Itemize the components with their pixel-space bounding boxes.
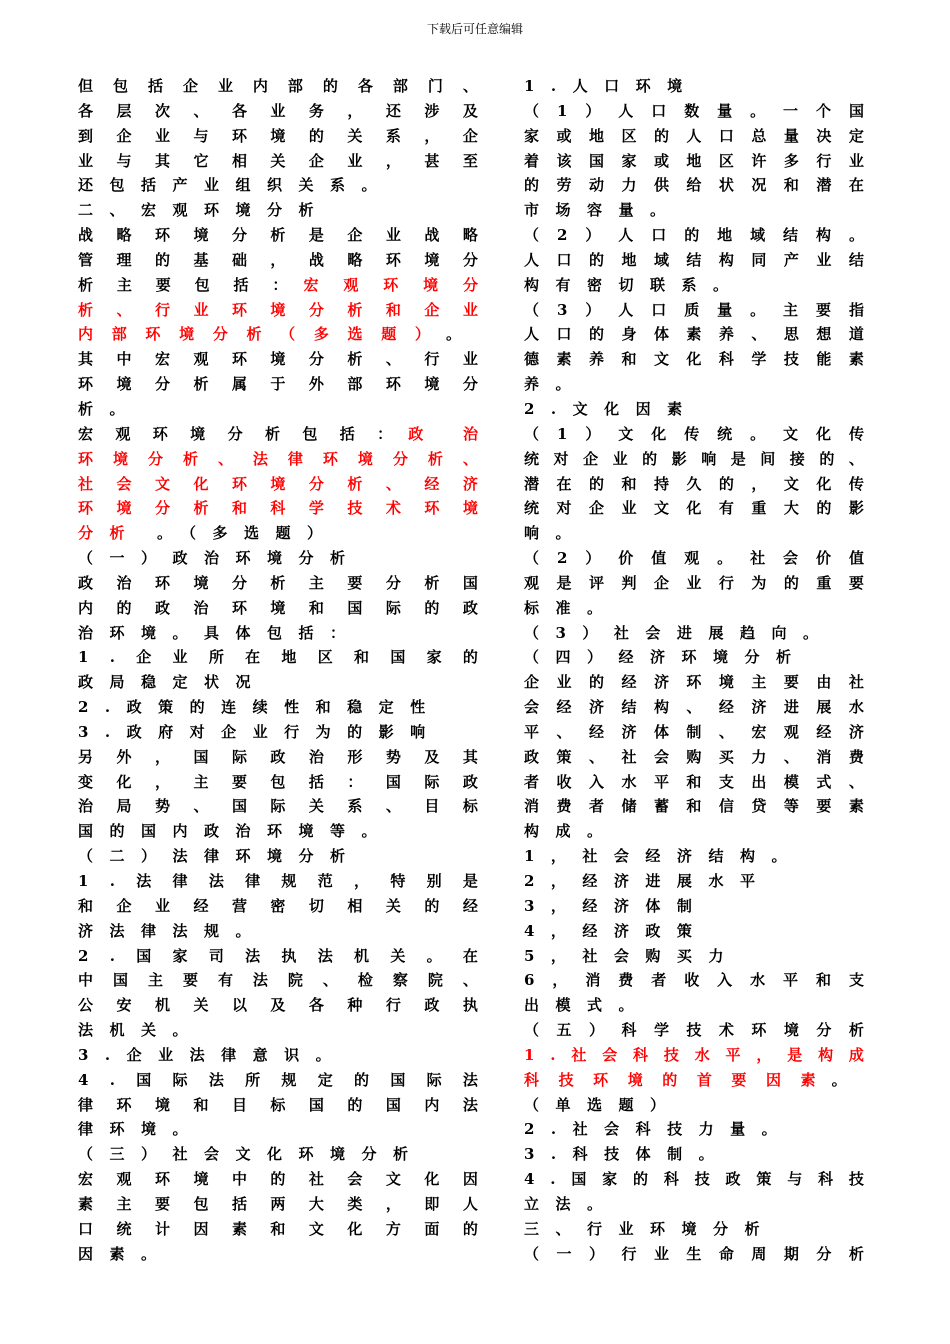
- text-line: [78, 422, 478, 447]
- text-segment: 养。: [524, 375, 588, 394]
- text-line: [78, 919, 478, 944]
- text-line: [524, 1018, 864, 1043]
- text-segment: 析 主 要 包 括 ：: [78, 275, 288, 294]
- text-segment: 标准。: [524, 598, 619, 617]
- text-line: [78, 1093, 478, 1118]
- text-segment: （ 一 ） 行 业 生 命 周 期 分 析: [524, 1244, 864, 1263]
- text-line: [524, 521, 864, 546]
- text-segment: 构有密切联系。: [524, 275, 745, 294]
- text-segment: 1.人口环境: [524, 77, 699, 95]
- text-segment: 政局稳定状况: [78, 673, 268, 692]
- text-line: [78, 869, 478, 894]
- text-segment: 平 、 经 济 体 制 、 宏 观 经 济: [524, 722, 864, 741]
- text-segment: （ 1 ） 文 化 传 统 。 文 化 传: [524, 424, 864, 443]
- text-line: [78, 1117, 478, 1142]
- highlighted-text: 内 部 环 境 分 析 （ 多 选 题 ）: [78, 325, 430, 344]
- text-segment: 消 费 者 储 蓄 和 信 贷 等 要 素: [524, 797, 864, 816]
- text-line: [78, 347, 478, 372]
- text-segment: 着 该 国 家 或 地 区 许 多 行 业: [524, 151, 864, 170]
- text-segment: （ 五 ） 科 学 技 术 环 境 分 析: [524, 1021, 864, 1040]
- text-line: [524, 670, 864, 695]
- text-line: [78, 993, 478, 1018]
- text-line: [524, 1117, 864, 1142]
- text-line: [524, 571, 864, 596]
- text-line: [78, 173, 478, 198]
- text-segment: 2 . 国 家 司 法 执 法 机 关 。 在: [78, 946, 478, 965]
- text-segment: 还包括产业组织关系。: [78, 176, 394, 195]
- text-segment: 4 . 国 家 的 科 技 政 策 与 科 技: [524, 1170, 864, 1189]
- text-line: [78, 521, 478, 546]
- text-line: [78, 944, 478, 969]
- text-line: [524, 695, 864, 720]
- text-segment: 1，社会经济结构。: [524, 847, 803, 866]
- text-segment: 口 统 计 因 素 和 文 化 方 面 的: [78, 1219, 478, 1238]
- text-segment: 者 收 入 水 平 和 支 出 模 式 、: [524, 772, 864, 791]
- text-segment: 企 业 的 经 济 环 境 主 要 由 社: [524, 673, 864, 692]
- highlighted-text: 析 、 行 业 环 境 分 析 和 企 业: [78, 300, 478, 319]
- text-line: [524, 397, 864, 422]
- text-segment: 观 是 评 判 企 业 行 为 的 重 要: [524, 573, 864, 592]
- text-segment: 业 与 其 它 相 关 企 业 ， 甚 至: [78, 151, 478, 170]
- text-line: [78, 372, 478, 397]
- page-header: 下载后可任意编辑: [426, 22, 523, 36]
- text-line: [78, 1217, 478, 1242]
- text-line: [524, 546, 864, 571]
- text-segment: 环 境 分 析 属 于 外 部 环 境 分: [78, 375, 478, 394]
- text-line: [78, 894, 478, 919]
- text-line: [524, 770, 864, 795]
- text-segment: 人 口 的 地 域 结 构 同 产 业 结: [524, 250, 864, 269]
- text-line: [524, 621, 864, 646]
- text-line: [78, 198, 478, 223]
- text-line: [78, 496, 478, 521]
- text-segment: 法机关。: [78, 1021, 205, 1040]
- text-segment: 。: [831, 1070, 847, 1089]
- highlighted-text: 分析: [78, 524, 142, 543]
- text-segment: （ 1 ） 人 口 数 量 。 一 个 国: [524, 101, 864, 120]
- text-line: [524, 347, 864, 372]
- text-line: [78, 298, 478, 323]
- text-line: [524, 322, 864, 347]
- text-line: [524, 894, 864, 919]
- text-line: [78, 720, 478, 745]
- text-segment: 家 或 地 区 的 人 口 总 量 决 定: [524, 126, 864, 145]
- text-segment: 但 包 括 企 业 内 部 的 各 部 门 、: [78, 77, 478, 95]
- text-line: [78, 844, 478, 869]
- text-line: [78, 149, 478, 174]
- text-segment: 4，经济政策: [524, 921, 709, 940]
- text-line: [524, 1093, 864, 1118]
- text-segment: （四）经济环境分析: [524, 648, 808, 667]
- text-segment: 国的国内政治环境等。: [78, 822, 394, 841]
- text-line: [524, 472, 864, 497]
- text-segment: 3，经济体制: [524, 896, 709, 915]
- text-segment: （二）法律环境分析: [78, 847, 362, 866]
- text-segment: 到 企 业 与 环 境 的 关 系 ， 企: [78, 126, 478, 145]
- text-line: [524, 447, 864, 472]
- text-segment: 律环境。: [78, 1120, 205, 1139]
- text-segment: 内 的 政 治 环 境 和 国 际 的 政: [78, 598, 478, 617]
- text-line: [524, 1142, 864, 1167]
- text-line: [524, 968, 864, 993]
- text-line: [524, 124, 864, 149]
- text-line: [524, 273, 864, 298]
- text-line: [78, 223, 478, 248]
- text-segment: 管 理 的 基 础 ， 战 略 环 境 分: [78, 250, 478, 269]
- text-segment: 统 对 企 业 的 影 响 是 间 接 的 、: [524, 449, 864, 468]
- text-line: [524, 1192, 864, 1217]
- right-column: [524, 74, 864, 1267]
- left-column: [78, 74, 478, 1267]
- text-line: [524, 819, 864, 844]
- text-segment: （ 2 ） 价 值 观 。 社 会 价 值: [524, 549, 864, 568]
- highlighted-text: 政 治: [408, 424, 478, 443]
- text-line: [78, 1167, 478, 1192]
- text-line: [78, 322, 478, 347]
- text-segment: 德 素 养 和 文 化 科 学 技 能 素: [524, 350, 864, 369]
- text-line: [78, 99, 478, 124]
- text-line: [524, 745, 864, 770]
- highlighted-text: 宏 观 环 境 分: [303, 275, 478, 294]
- text-line: [524, 496, 864, 521]
- text-line: [78, 74, 478, 99]
- text-line: [524, 198, 864, 223]
- text-line: [524, 944, 864, 969]
- text-line: [78, 745, 478, 770]
- text-line: [78, 1192, 478, 1217]
- text-line: [78, 819, 478, 844]
- text-segment: 响。: [524, 524, 588, 543]
- text-line: [524, 422, 864, 447]
- text-segment: 素 主 要 包 括 两 大 类 ， 即 人: [78, 1194, 478, 1213]
- text-segment: 3.企业法律意识。: [78, 1045, 348, 1064]
- text-line: [78, 770, 478, 795]
- text-segment: 市场容量。: [524, 201, 682, 220]
- text-line: [524, 720, 864, 745]
- highlighted-text: 环 境 分 析 和 科 学 技 术 环 境: [78, 499, 478, 518]
- text-line: [524, 645, 864, 670]
- text-segment: 其 中 宏 观 环 境 分 析 、 行 业: [78, 350, 478, 369]
- text-segment: 会 经 济 结 构 、 经 济 进 展 水: [524, 698, 864, 717]
- text-line: [78, 621, 478, 646]
- text-segment: 。（多选题）: [157, 524, 339, 543]
- text-segment: 2.社会科技力量。: [524, 1120, 794, 1139]
- text-line: [524, 596, 864, 621]
- text-line: [78, 546, 478, 571]
- text-line: [78, 1018, 478, 1043]
- text-segment: 政 治 环 境 分 析 主 要 分 析 国: [78, 573, 478, 592]
- text-segment: 出模式。: [524, 996, 651, 1015]
- text-segment: 政 策 、 社 会 购 买 力 、 消 费: [524, 747, 864, 766]
- text-segment: 。: [446, 325, 462, 344]
- text-segment: （ 2 ） 人 口 的 地 域 结 构 。: [524, 226, 864, 245]
- highlighted-text: 科 技 环 境 的 首 要 因 素: [524, 1070, 816, 1089]
- text-line: [78, 124, 478, 149]
- text-segment: 6 ， 消 费 者 收 入 水 平 和 支: [524, 971, 864, 990]
- text-line: [524, 794, 864, 819]
- text-line: [78, 645, 478, 670]
- text-line: [78, 695, 478, 720]
- text-line: [524, 919, 864, 944]
- text-segment: （ 3 ） 人 口 质 量 。 主 要 指: [524, 300, 864, 319]
- text-segment: 1 . 企 业 所 在 地 区 和 国 家 的: [78, 648, 478, 667]
- text-segment: 2.政策的连续性和稳定性: [78, 698, 442, 717]
- text-segment: 中 国 主 要 有 法 院 、 检 察 院 、: [78, 971, 478, 990]
- text-segment: 治 局 势 、 国 际 关 系 、 目 标: [78, 797, 478, 816]
- text-line: [524, 223, 864, 248]
- text-segment: 战 略 环 境 分 析 是 企 业 战 略: [78, 226, 478, 245]
- text-line: [78, 273, 478, 298]
- text-segment: 1 . 法 律 法 律 规 范 ， 特 别 是: [78, 872, 478, 890]
- text-segment: 2，经济进展水平: [524, 872, 772, 890]
- text-segment: （一）政治环境分析: [78, 549, 362, 568]
- text-segment: 3.科技体制。: [524, 1145, 731, 1164]
- text-segment: （3）社会进展趋向。: [524, 623, 835, 642]
- text-segment: 三、行业环境分析: [524, 1219, 777, 1238]
- highlighted-text: 社 会 文 化 环 境 分 析 、 经 济: [78, 474, 478, 493]
- text-line: [524, 844, 864, 869]
- text-segment: 立法。: [524, 1194, 619, 1213]
- text-line: [78, 472, 478, 497]
- highlighted-text: 环 境 分 析 、 法 律 环 境 分 析 、: [78, 449, 478, 468]
- text-line: [78, 1043, 478, 1068]
- text-line: [78, 1068, 478, 1093]
- text-segment: 济法律法规。: [78, 921, 268, 940]
- text-line: [524, 173, 864, 198]
- text-line: [524, 1068, 864, 1093]
- text-segment: 宏 观 环 境 中 的 社 会 文 化 因: [78, 1170, 478, 1189]
- text-segment: 变 化 ， 主 要 包 括 ： 国 际 政: [78, 772, 478, 791]
- text-segment: 潜 在 的 和 持 久 的 ， 文 化 传: [524, 474, 864, 493]
- text-line: [78, 968, 478, 993]
- text-line: [78, 670, 478, 695]
- text-segment: （三）社会文化环境分析: [78, 1145, 425, 1164]
- text-line: [524, 248, 864, 273]
- text-line: [524, 149, 864, 174]
- text-segment: （单选题）: [524, 1095, 682, 1114]
- text-line: [524, 74, 864, 99]
- text-segment: 2.文化因素: [524, 399, 699, 418]
- text-line: [78, 1142, 478, 1167]
- text-line: [78, 248, 478, 273]
- text-segment: 4 . 国 际 法 所 规 定 的 国 际 法: [78, 1070, 478, 1089]
- text-segment: 3.政府对企业行为的影响: [78, 722, 442, 741]
- text-line: [524, 99, 864, 124]
- text-line: [524, 298, 864, 323]
- text-segment: 治环境。具体包括：: [78, 623, 362, 642]
- text-segment: 律 环 境 和 目 标 国 的 国 内 法: [78, 1095, 478, 1114]
- text-line: [524, 1043, 864, 1068]
- text-segment: 5，社会购买力: [524, 946, 740, 965]
- text-line: [78, 596, 478, 621]
- text-line: [524, 869, 864, 894]
- text-segment: 和 企 业 经 营 密 切 相 关 的 经: [78, 896, 478, 915]
- text-segment: 因素。: [78, 1244, 173, 1263]
- text-line: [524, 1217, 864, 1242]
- text-segment: 析。: [78, 399, 142, 418]
- text-line: [524, 1167, 864, 1192]
- text-segment: 人 口 的 身 体 素 养 、 思 想 道: [524, 325, 864, 344]
- text-segment: 构成。: [524, 822, 619, 841]
- text-line: [78, 1242, 478, 1267]
- text-segment: 宏 观 环 境 分 析 包 括 ：: [78, 424, 393, 443]
- highlighted-text: 1 . 社 会 科 技 水 平 ， 是 构 成: [524, 1045, 864, 1064]
- text-segment: 的 劳 动 力 供 给 状 况 和 潜 在: [524, 176, 864, 195]
- text-line: [524, 372, 864, 397]
- text-line: [524, 1242, 864, 1267]
- text-line: [78, 571, 478, 596]
- text-segment: 统 对 企 业 文 化 有 重 大 的 影: [524, 499, 864, 518]
- text-segment: 二、宏观环境分析: [78, 201, 331, 220]
- text-segment: 公 安 机 关 以 及 各 种 行 政 执: [78, 996, 478, 1015]
- text-line: [78, 447, 478, 472]
- text-line: [524, 993, 864, 1018]
- text-line: [78, 794, 478, 819]
- text-segment: 各 层 次 、 各 业 务 ， 还 涉 及: [78, 101, 478, 120]
- text-line: [78, 397, 478, 422]
- text-segment: 另 外 ， 国 际 政 治 形 势 及 其: [78, 747, 478, 766]
